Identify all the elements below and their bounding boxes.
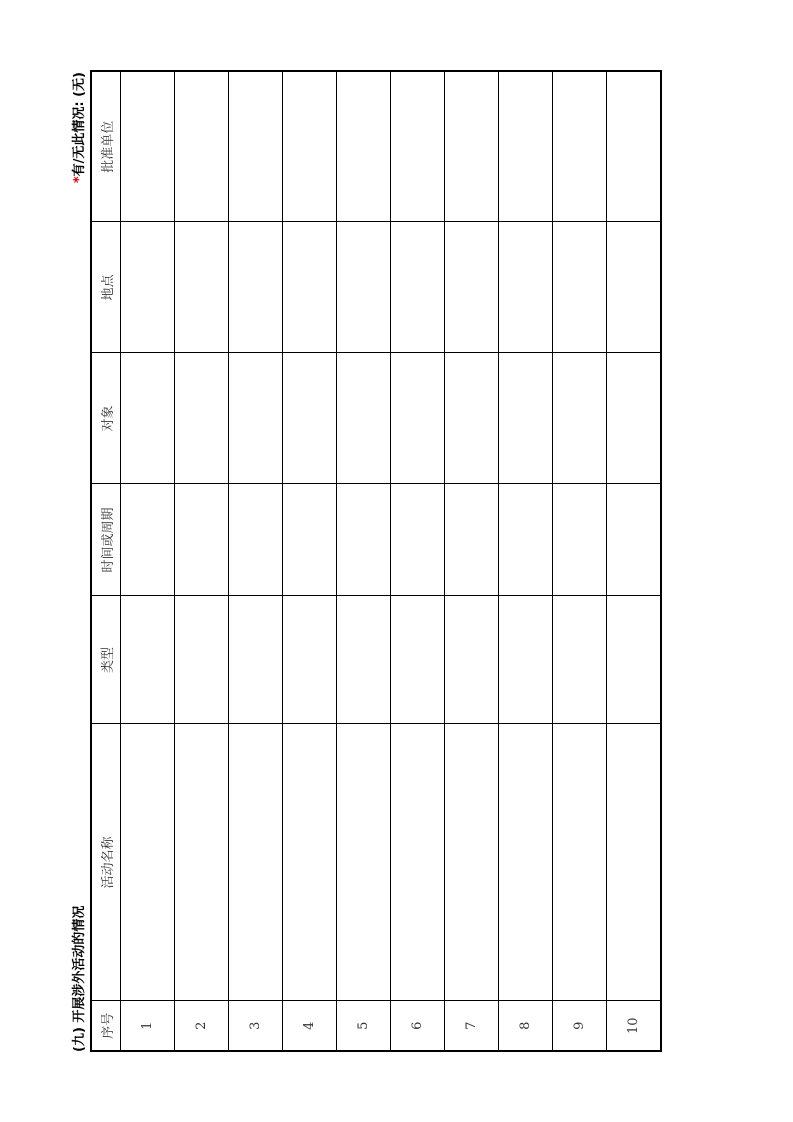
cell-activity-name (607, 724, 662, 1001)
cell-activity-name (175, 724, 229, 1001)
status-label: 有/无此情况: (无) (72, 72, 87, 177)
cell-index: 5 (337, 1001, 391, 1051)
cell-location (553, 222, 607, 353)
cell-location (391, 222, 445, 353)
cell-activity-name (229, 724, 283, 1001)
section-title: (九) 开展涉外活动的情况 (72, 905, 87, 1052)
cell-approving-unit (337, 71, 391, 222)
cell-approving-unit (283, 71, 337, 222)
cell-index: 8 (499, 1001, 553, 1051)
cell-target (499, 353, 553, 484)
cell-activity-name (445, 724, 499, 1001)
cell-type (499, 596, 553, 724)
cell-activity-name (337, 724, 391, 1001)
cell-time-or-period (445, 484, 499, 596)
cell-type (121, 596, 175, 724)
cell-target (445, 353, 499, 484)
cell-type (283, 596, 337, 724)
cell-target (607, 353, 662, 484)
activities-table (90, 70, 662, 1052)
cell-approving-unit (229, 71, 283, 222)
form-sheet (70, 72, 676, 1052)
cell-target (121, 353, 175, 484)
cell-type (607, 596, 662, 724)
cell-type (229, 596, 283, 724)
cell-index: 9 (553, 1001, 607, 1051)
cell-activity-name (553, 724, 607, 1001)
cell-time-or-period (607, 484, 662, 596)
status-indicator (70, 72, 90, 183)
cell-index: 1 (121, 1001, 175, 1051)
cell-index: 3 (229, 1001, 283, 1051)
table-row (121, 71, 175, 1051)
cell-target (391, 353, 445, 484)
header-row (91, 71, 121, 1051)
cell-type (175, 596, 229, 724)
cell-time-or-period (499, 484, 553, 596)
cell-location (607, 222, 662, 353)
cell-location (175, 222, 229, 353)
table-row (175, 71, 229, 1051)
table-row (283, 71, 337, 1051)
header-target: 对象 (91, 353, 121, 484)
cell-approving-unit (175, 71, 229, 222)
header-location: 地点 (91, 222, 121, 353)
cell-target (553, 353, 607, 484)
cell-approving-unit (121, 71, 175, 222)
cell-type (553, 596, 607, 724)
table-row (391, 71, 445, 1051)
cell-activity-name (499, 724, 553, 1001)
cell-approving-unit (391, 71, 445, 222)
cell-index: 10 (607, 1001, 662, 1051)
cell-target (175, 353, 229, 484)
cell-type (445, 596, 499, 724)
header-activity-name: 活动名称 (91, 724, 121, 1001)
table-row (229, 71, 283, 1051)
cell-activity-name (391, 724, 445, 1001)
cell-location (283, 222, 337, 353)
cell-location (337, 222, 391, 353)
cell-approving-unit (499, 71, 553, 222)
header-time-or-period: 时间或周期 (91, 484, 121, 596)
table-row (499, 71, 553, 1051)
cell-time-or-period (283, 484, 337, 596)
header-approving-unit: 批准单位 (91, 71, 121, 222)
cell-index: 7 (445, 1001, 499, 1051)
cell-location (445, 222, 499, 353)
cell-type (391, 596, 445, 724)
header-type: 类型 (91, 596, 121, 724)
cell-target (337, 353, 391, 484)
cell-index: 6 (391, 1001, 445, 1051)
cell-target (283, 353, 337, 484)
cell-time-or-period (229, 484, 283, 596)
cell-location (229, 222, 283, 353)
required-star: * (72, 176, 87, 184)
header-index: 序号 (91, 1001, 121, 1051)
cell-index: 2 (175, 1001, 229, 1051)
cell-activity-name (283, 724, 337, 1001)
cell-approving-unit (445, 71, 499, 222)
cell-index: 4 (283, 1001, 337, 1051)
cell-location (499, 222, 553, 353)
cell-time-or-period (337, 484, 391, 596)
cell-approving-unit (607, 71, 662, 222)
cell-type (337, 596, 391, 724)
cell-time-or-period (121, 484, 175, 596)
cell-target (229, 353, 283, 484)
table-row (607, 71, 662, 1051)
cell-activity-name (121, 724, 175, 1001)
cell-time-or-period (391, 484, 445, 596)
table-row (553, 71, 607, 1051)
table-row (337, 71, 391, 1051)
cell-time-or-period (553, 484, 607, 596)
table-row (445, 71, 499, 1051)
cell-approving-unit (553, 71, 607, 222)
cell-time-or-period (175, 484, 229, 596)
cell-location (121, 222, 175, 353)
